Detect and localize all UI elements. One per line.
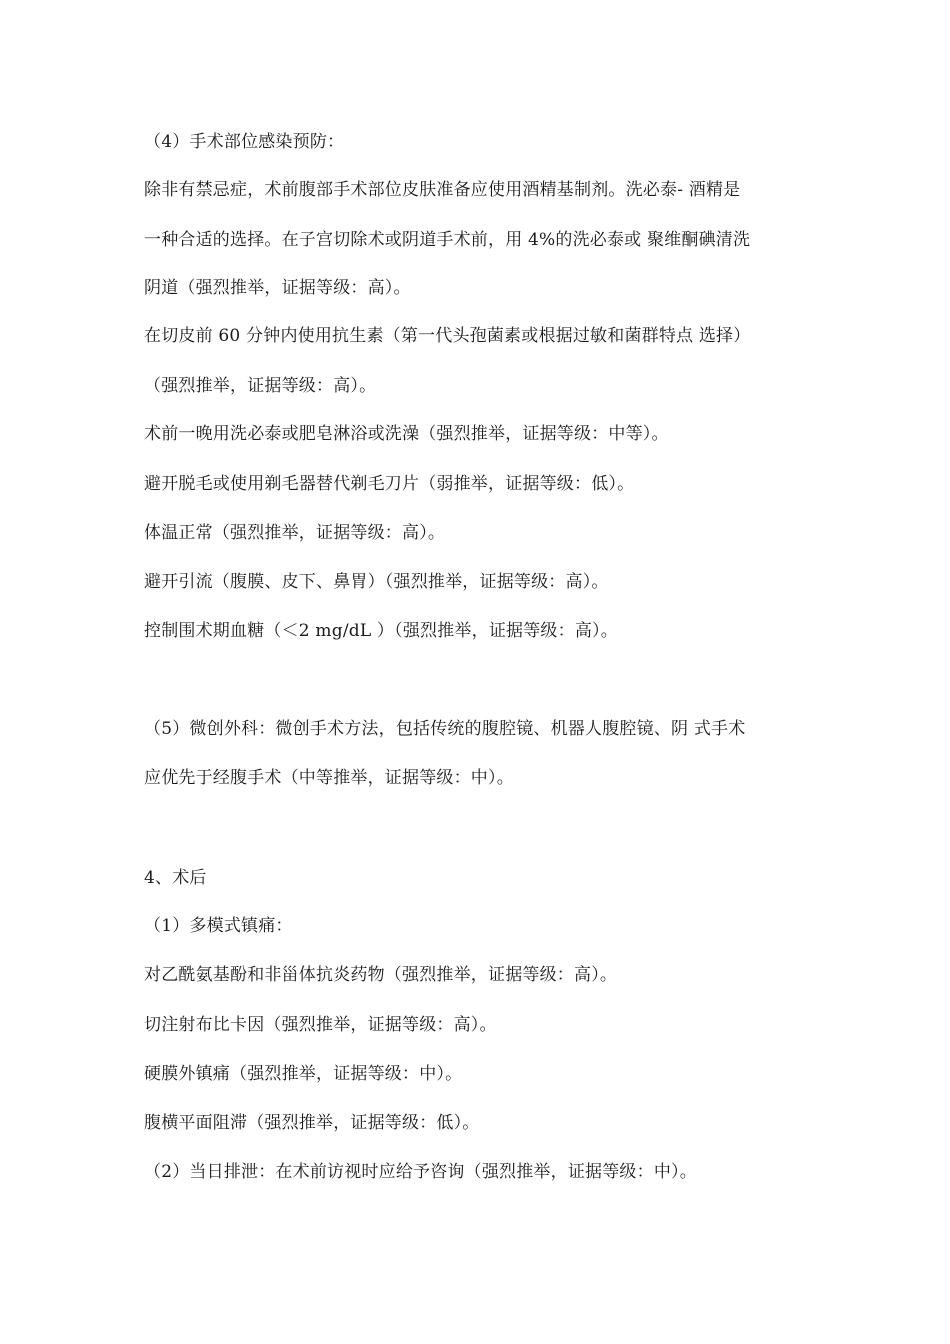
recommendation-line: 体温正常（强烈推举，证据等级：高）。 xyxy=(144,523,446,543)
paragraph-line: 在切皮前 60 分钟内使用抗生素（第一代头孢菌素或根据过敏和菌群特点 选择） xyxy=(144,326,751,346)
paragraph-line: 除非有禁忌症，术前腹部手术部位皮肤准备应使用酒精基制剂。洗必泰- 酒精是 xyxy=(144,180,741,200)
recommendation-line: 硬膜外镇痛（强烈推举，证据等级：中）。 xyxy=(144,1064,463,1084)
subsection-heading-analgesia: （1）多模式镇痛： xyxy=(144,916,293,936)
section-heading-ssi-prevention: （4）手术部位感染预防： xyxy=(144,132,345,152)
recommendation-line: 腹横平面阻滞（强烈推举，证据等级：低）。 xyxy=(144,1113,480,1133)
paragraph-line: （强烈推举，证据等级：高）。 xyxy=(144,376,377,396)
paragraph-line: 应优先于经腹手术（中等推举，证据等级：中）。 xyxy=(144,768,514,788)
recommendation-line: 对乙酰氨基酚和非甾体抗炎药物（强烈推举，证据等级：高）。 xyxy=(144,965,618,985)
recommendation-line: 切注射布比卡因（强烈推举，证据等级：高）。 xyxy=(144,1015,497,1035)
subsection-heading-same-day-voiding: （2）当日排泄：在术前访视时应给予咨询（强烈推举，证据等级：中）。 xyxy=(144,1162,697,1182)
recommendation-line: 控制围术期血糖（＜2 mg/dL ）（强烈推举，证据等级：高）。 xyxy=(144,621,618,641)
paragraph-line: 阴道（强烈推举，证据等级：高）。 xyxy=(144,278,411,298)
section-heading-minimally-invasive: （5）微创外科：微创手术方法，包括传统的腹腔镜、机器人腹腔镜、阴 式手术 xyxy=(144,719,746,739)
section-heading-postop: 4、术后 xyxy=(144,868,207,888)
recommendation-line: 术前一晚用洗必泰或肥皂淋浴或洗澡（强烈推举，证据等级：中等）。 xyxy=(144,424,669,444)
recommendation-line: 避开引流（腹膜、皮下、鼻胃）（强烈推举，证据等级：高）。 xyxy=(144,572,609,592)
paragraph-line: 一种合适的选择。在子宫切除术或阴道手术前，用 4%的洗必泰或 聚维酮碘清洗 xyxy=(144,230,751,250)
recommendation-line: 避开脱毛或使用剃毛器替代剃毛刀片（弱推举，证据等级：低）。 xyxy=(144,474,635,494)
